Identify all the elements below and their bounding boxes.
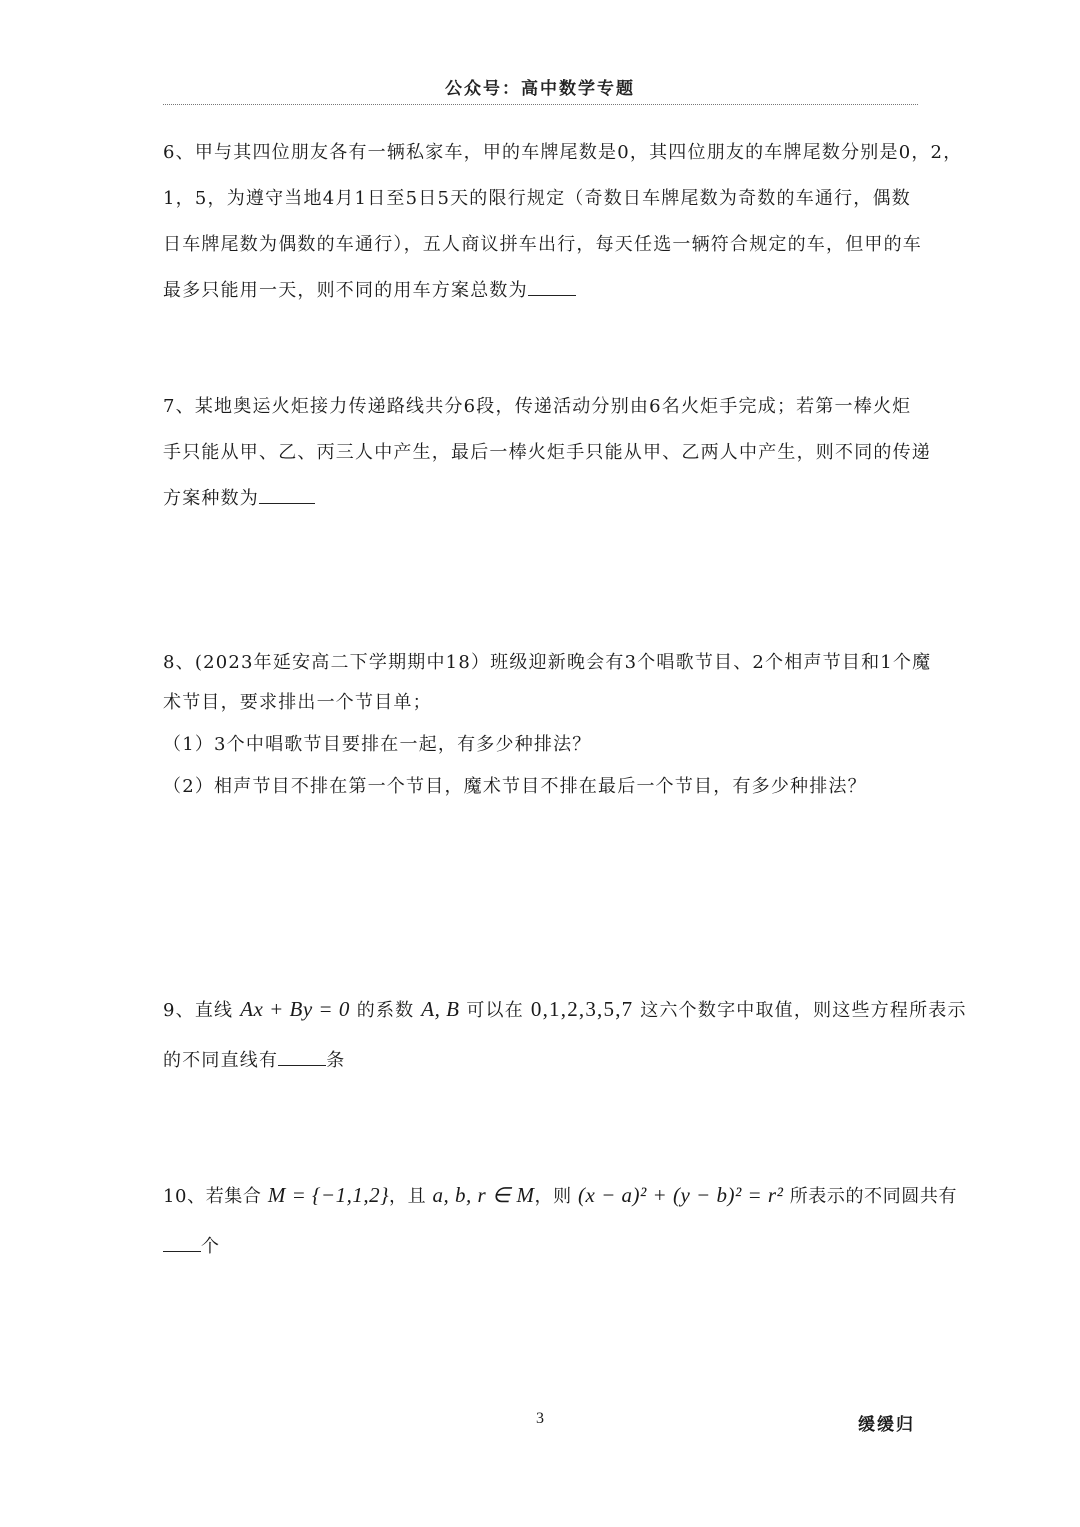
question-10-mid-2: ，则: [534, 1186, 572, 1207]
question-7-line-3: 方案种数为: [163, 488, 259, 509]
question-6-line-1: 6、甲与其四位朋友各有一辆私家车，甲的车牌尾数是0，其四位朋友的车牌尾数分别是0，2，: [163, 142, 963, 163]
question-10-membership: a, b, r ∈ M: [432, 1183, 535, 1207]
question-6-line-4: 最多只能用一天，则不同的用车方案总数为: [163, 280, 528, 301]
answer-blank: [259, 487, 315, 504]
question-9-numbers: 0,1,2,3,5,7: [530, 997, 634, 1021]
question-9-line-2-suffix: 条: [326, 1050, 346, 1071]
answer-blank: [163, 1235, 201, 1252]
question-10-mid-1: ，且: [388, 1186, 427, 1207]
question-10-set: M = {−1,1,2}: [267, 1183, 389, 1207]
question-6-line-2: 1，5，为遵守当地4月1日至5日5天的限行规定（奇数日车牌尾数为奇数的车通行，偶数: [163, 188, 911, 209]
question-8-line-1: 8、(2023年延安高二下学期期中18）班级迎新晚会有3个唱歌节目、2个相声节目和1个魔: [163, 652, 932, 673]
question-6-line-3: 日车牌尾数为偶数的车通行），五人商议拼车出行，每天任选一辆符合规定的车，但甲的车: [163, 234, 922, 255]
question-10: [163, 1170, 958, 1272]
question-7-line-2: 手只能从甲、乙、丙三人中产生，最后一棒火炬手只能从甲、乙两人中产生，则不同的传递: [163, 442, 931, 463]
question-9-equation: Ax + By = 0: [240, 997, 350, 1021]
question-9-coeffs: A, B: [421, 997, 460, 1021]
question-6: [163, 130, 963, 314]
question-7: [163, 384, 931, 522]
question-9: [163, 984, 967, 1086]
page-number: 3: [536, 1410, 544, 1427]
question-8-part-1: （1）3个中唱歌节目要排在一起，有多少种排法？: [163, 734, 592, 755]
header-divider: [163, 104, 918, 105]
question-9-prefix: 9、直线: [163, 1000, 234, 1021]
answer-blank: [528, 279, 576, 296]
question-10-prefix: 10、若集合: [163, 1186, 262, 1207]
question-9-line-2-prefix: 的不同直线有: [163, 1050, 279, 1071]
question-8-part-2: （2）相声节目不排在第一个节目，魔术节目不排在最后一个节目，有多少种排法？: [163, 776, 867, 797]
answer-blank: [278, 1049, 326, 1066]
question-10-suffix: 所表示的不同圆共有: [789, 1186, 958, 1207]
question-9-mid-1: 的系数: [356, 1000, 415, 1021]
question-10-equation: (x − a)² + (y − b)² = r²: [578, 1183, 784, 1207]
page-header-title: 公众号：高中数学专题: [445, 79, 635, 99]
question-8-line-2: 术节目，要求排出一个节目单；: [163, 692, 432, 713]
question-8: [163, 640, 932, 810]
question-10-line-2-suffix: 个: [201, 1236, 220, 1257]
question-7-line-1: 7、某地奥运火炬接力传递路线共分6段，传递活动分别由6名火炬手完成；若第一棒火炬: [163, 396, 912, 417]
question-9-suffix: 这六个数字中取值，则这些方程所表示: [640, 1000, 967, 1021]
question-9-mid-2: 可以在: [466, 1000, 524, 1021]
footer-author: 缓缓归: [858, 1415, 915, 1435]
